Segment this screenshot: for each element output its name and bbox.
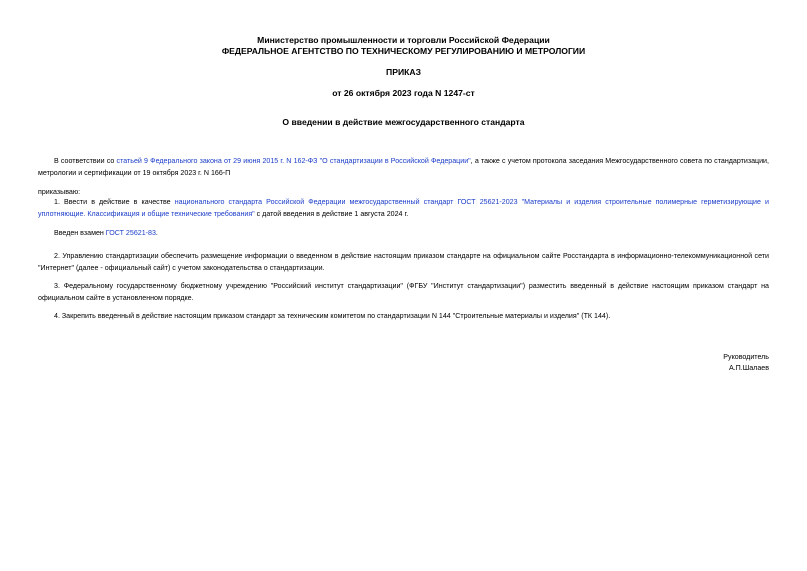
replacement-prefix: Введен взамен (54, 229, 106, 237)
item-1-prefix: 1. Ввести в действие в качестве (54, 198, 175, 206)
item-1-suffix: с датой введения в действие 1 августа 2024 г. (254, 210, 409, 218)
item-1-paragraph (38, 196, 769, 220)
signatory-title: Руководитель (723, 353, 769, 361)
item-3-paragraph: 3. Федеральному государственному бюджетному учреждению "Российский институт стандартизации" (ФГБУ "Институт стандартизации") разместить введенный в действие настоящим приказом стандарт на официальном сайте в установленном порядке. (38, 282, 769, 302)
standard-link[interactable]: национального стандарта Российской Федерации межгосударственный стандарт ГОСТ 25621-2023 "Материалы и изделия строительные полимерные герметизирующие и уплотняющие. Классификация и общие технические требования" (38, 198, 769, 218)
document-date-number: от 26 октября 2023 года N 1247-ст (332, 88, 475, 98)
basis-prefix: В соответствии со (54, 157, 117, 165)
signatory-name: А.П.Шалаев (728, 364, 769, 372)
order-word: приказываю: (38, 188, 81, 196)
item-2-paragraph: 2. Управлению стандартизации обеспечить размещение информации о введенном в действие настоящим приказом стандарте на официальном сайте Росстандарта в информационно-телекоммуникационной сети "Интернет" (далее - официальный сайт) с учетом законодательства о стандартизации. (38, 252, 769, 272)
old-standard-link[interactable]: ГОСТ 25621-83 (105, 229, 156, 237)
document-subject: О введении в действие межгосударственного стандарта (282, 117, 525, 127)
replacement-suffix: . (155, 229, 158, 237)
replacement-paragraph (38, 227, 769, 239)
item-4-paragraph: 4. Закрепить введенный в действие настоящим приказом стандарт за техническим комитетом по стандартизации N 144 "Строительные материалы и изделия" (ТК 144). (54, 312, 611, 320)
basis-paragraph (38, 155, 769, 179)
basis-suffix: , а также с учетом протокола заседания Межгосударственного совета по стандартизации, метрологии и сертификации от 19 октября 2023 г. N 166-П (38, 157, 769, 177)
ministry-name: Министерство промышленности и торговли Российской Федерации (257, 35, 550, 45)
agency-name: ФЕДЕРАЛЬНОЕ АГЕНТСТВО ПО ТЕХНИЧЕСКОМУ РЕГУЛИРОВАНИЮ И МЕТРОЛОГИИ (221, 46, 586, 56)
document-type: ПРИКАЗ (386, 67, 421, 77)
law-link[interactable]: статьей 9 Федерального закона от 29 июня 2015 г. N 162-ФЗ "О стандартизации в Российской Федерации" (116, 157, 471, 165)
